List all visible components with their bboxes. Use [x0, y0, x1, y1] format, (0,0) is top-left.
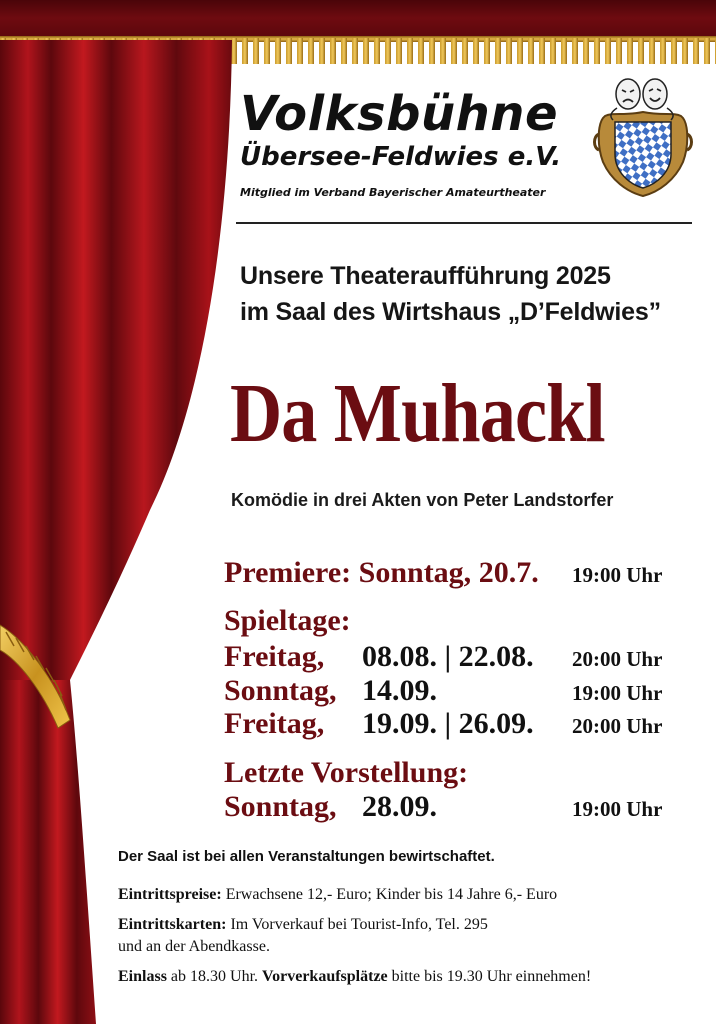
- header-divider: [236, 222, 692, 224]
- tickets-text: Im Vorverkauf bei Tourist-Info, Tel. 295: [226, 916, 488, 933]
- last-performance-day: Sonntag,: [224, 790, 337, 823]
- spieltag-1-day: Freitag,: [224, 640, 325, 673]
- intro-line-2: im Saal des Wirtshaus „D’Feldwies”: [240, 298, 661, 326]
- tickets-line: [118, 914, 488, 958]
- curtain-drape: [0, 40, 240, 1024]
- catering-note: Der Saal ist bei allen Veranstaltungen bewirtschaftet.: [118, 848, 495, 865]
- last-performance-date: 28.09.: [362, 790, 437, 823]
- tickets-label: Eintrittskarten:: [118, 916, 227, 933]
- last-performance-heading: Letzte Vorstellung:: [224, 756, 469, 789]
- spieltag-3-dates: 19.09. | 26.09.: [362, 707, 534, 740]
- spieltag-2-time: 19:00 Uhr: [572, 681, 663, 705]
- prices-label: Eintrittspreise:: [118, 886, 222, 903]
- entry-line: [118, 966, 591, 988]
- spieltag-3-time: 20:00 Uhr: [572, 714, 663, 738]
- premiere-time: 19:00 Uhr: [572, 563, 663, 587]
- entry-label: Einlass: [118, 968, 167, 985]
- premiere-line: [224, 556, 539, 590]
- spieltag-2-day: Sonntag,: [224, 674, 337, 707]
- curtain-valance: [0, 0, 716, 40]
- premiere-date: 20.7.: [478, 556, 539, 589]
- club-location: Übersee-Feldwies e.V.: [240, 142, 562, 172]
- tickets-text-2: und an der Abendkasse.: [118, 938, 270, 955]
- seats-label: Vorverkaufsplätze: [262, 968, 388, 985]
- entry-text: ab 18.30 Uhr.: [166, 968, 263, 985]
- membership-line: Mitglied im Verband Bayerischer Amateurtheater: [240, 186, 546, 199]
- intro-line-1: Unsere Theateraufführung 2025: [240, 262, 611, 290]
- spieltag-2-dates: 14.09.: [362, 674, 437, 707]
- premiere-label: Premiere:: [224, 556, 352, 589]
- seats-text: bitte bis 19.30 Uhr einnehmen!: [387, 968, 592, 985]
- header-block: [240, 88, 600, 200]
- spieltage-heading: Spieltage:: [224, 604, 351, 637]
- spieltag-3-day: Freitag,: [224, 707, 325, 740]
- last-performance-time: 19:00 Uhr: [572, 797, 663, 821]
- club-name: Volksbühne: [240, 86, 559, 142]
- premiere-day: Sonntag,: [358, 556, 472, 589]
- play-title: Da Muhackl: [230, 367, 605, 460]
- play-subtitle: Komödie in drei Akten von Peter Landstorfer: [231, 490, 614, 510]
- intro-text: [240, 258, 661, 330]
- spieltag-1-time: 20:00 Uhr: [572, 647, 663, 671]
- prices-text: Erwachsene 12,- Euro; Kinder bis 14 Jahre 6,- Euro: [221, 886, 558, 903]
- prices-line: [118, 884, 557, 906]
- spieltag-1-dates: 08.08. | 22.08.: [362, 640, 534, 673]
- theater-crest-icon: [593, 76, 693, 198]
